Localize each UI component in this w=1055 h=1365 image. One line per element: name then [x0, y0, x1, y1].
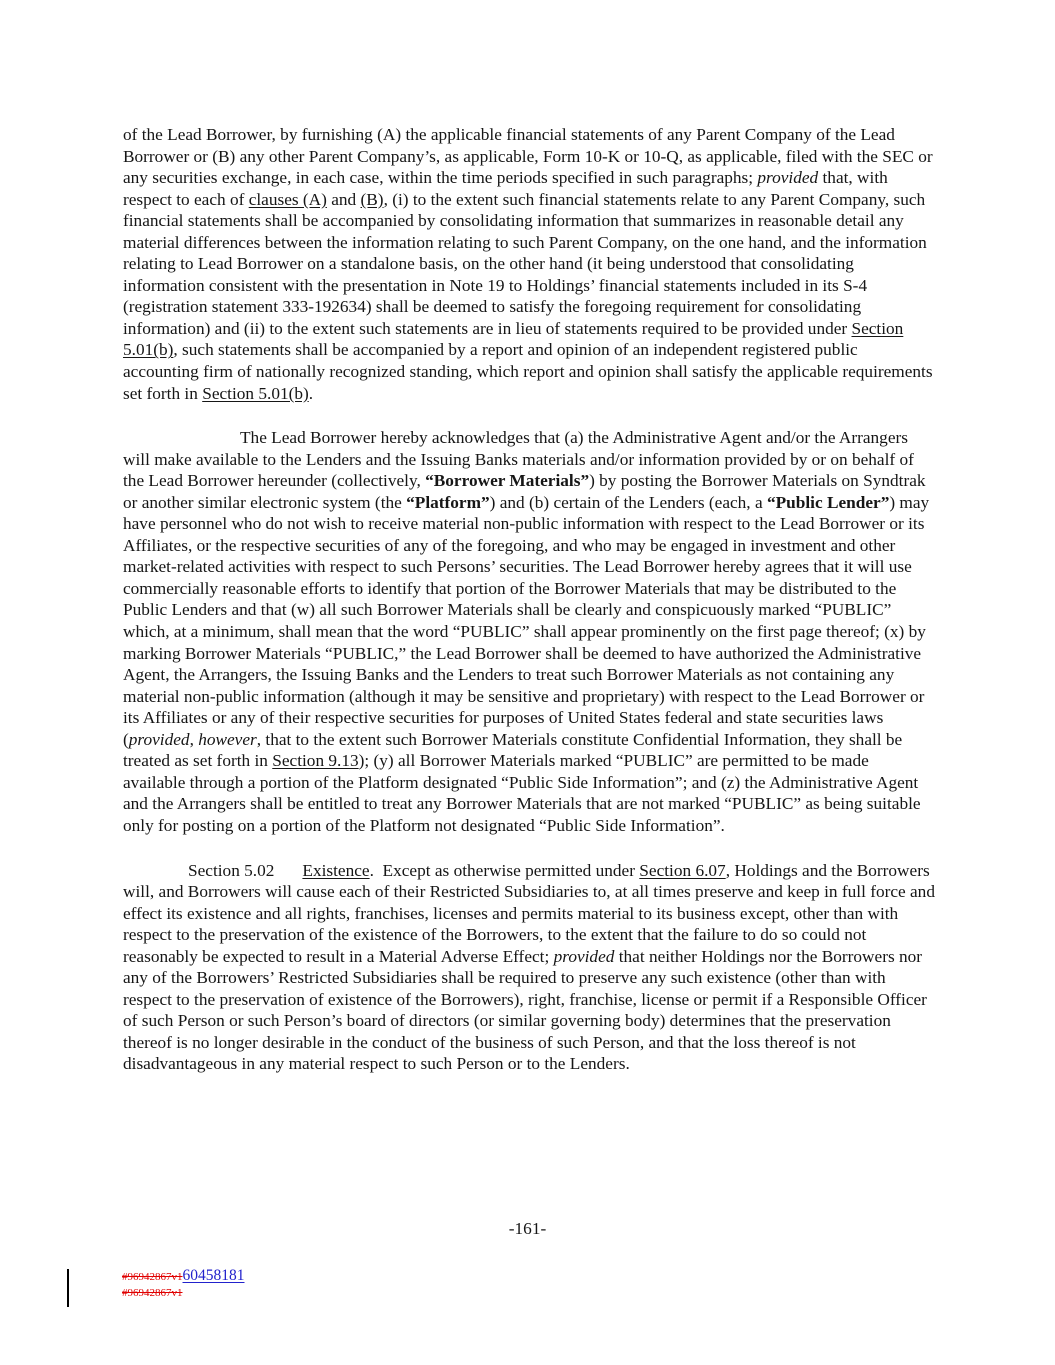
text-run: “Public Lender”	[766, 492, 890, 512]
text-run: , that to the extent such Borrower Materials constitute Confidential Information, they shall be treated as set forth in	[123, 729, 903, 771]
text-run: (B)	[360, 189, 384, 209]
text-run: provided	[128, 729, 190, 749]
text-run: “Platform”	[406, 492, 490, 512]
doc-id-line	[122, 1269, 245, 1285]
change-bar	[67, 1269, 69, 1307]
doc-id-footer	[122, 1269, 245, 1300]
body-paragraph-section-5-02	[123, 860, 935, 1075]
text-run: Existence	[302, 860, 370, 880]
text-run: ,	[189, 729, 199, 749]
text-run: . Except as otherwise permitted under	[369, 860, 640, 880]
text-run: ) by posting the Borrower Materials on Syndtrak or another similar electronic system (the	[123, 471, 926, 512]
text-run: ); (y) all Borrower Materials marked “PUBLIC” are permitted to be made available through a portion of the Platform designated “Public Side Information”; and (z) the Administrative Agent and the Arrangers shall be entitled to treat any Borrower Materials that are not marked “PUBLIC” as being suitable only for posting on a portion of the Platform not designated “Public Side Information”.	[123, 751, 921, 835]
body-paragraph	[123, 427, 935, 836]
text-run: however	[198, 729, 257, 749]
text-run: clauses (A)	[248, 189, 327, 209]
text-run: Section 5.02	[188, 860, 275, 880]
doc-id-line	[122, 1285, 245, 1301]
text-run: #96942867v1	[122, 1271, 183, 1283]
text-run: provided	[553, 946, 615, 966]
body-paragraph	[123, 124, 935, 404]
text-run: #96942867v1	[122, 1286, 183, 1299]
text-run: “Borrower Materials”	[425, 471, 590, 491]
text-run: ) may have personnel who do not wish to receive material non-public information with respect to the Lead Borrower or its Affiliates, or the respective securities of any of the foregoing, and who may be engaged in investment and other market-related activities with respect to such Persons’ securities. The Lead Borrower hereby agrees that it will use commercially reasonable efforts to identify that portion of the Borrower Materials that may be distributed to the Public Lenders and that (w) all such Borrower Materials shall be clearly and conspicuously marked “PUBLIC” which, at a minimum, shall mean that the word “PUBLIC” shall appear prominently on the first page thereof; (x) by marking Borrower Materials “PUBLIC,” the Lead Borrower shall be deemed to have authorized the Administrative Agent, the Arrangers, the Issuing Banks and the Lenders to treat such Borrower Materials as not containing any material non-public information (although it may be sensitive and proprietary) with respect to the Lead Borrower or its Affiliates or any of their respective securities for purposes of United States federal and state securities laws (	[123, 492, 930, 749]
text-run: that, with respect to each of	[123, 168, 888, 209]
text-run: 60458181	[182, 1267, 245, 1284]
text-run: ) and (b) certain of the Lenders (each, a	[489, 492, 767, 512]
text-run: The Lead Borrower hereby acknowledges that (a) the Administrative Agent and/or the Arrangers will make available to the Lenders and the Issuing Banks materials and/or information provided by or on behalf of the Lead Borrower hereunder (collectively,	[123, 428, 914, 491]
text-run: .	[308, 383, 314, 403]
text-run: , such statements shall be accompanied by a report and opinion of an independent registered public accounting firm of nationally recognized standing, which report and opinion shall satisfy the applicable requirements set forth in	[123, 340, 933, 403]
text-run: provided	[757, 168, 819, 188]
text-run: and	[326, 189, 361, 209]
text-run: , Holdings and the Borrowers will, and Borrowers will cause each of their Restricted Subsidiaries to, at all times preserve and keep in full force and effect its existence and all rights, franchises, licenses and permits material to its business except, other than with respect to the preservation of the existence of the Borrowers, to the extent that the failure to do so could not reasonably be expected to result in a Material Adverse Effect;	[123, 860, 935, 966]
body-text-block	[123, 124, 935, 1075]
page-number: -161-	[508, 1219, 547, 1238]
text-run: Section 5.01(b)	[202, 383, 309, 403]
text-run: , (i) to the extent such financial statements relate to any Parent Company, such financial statements shall be accompanied by consolidating information that summarizes in reasonable detail any material differences between the information relating to such Parent Company, on the one hand, and the information relating to Lead Borrower on a standalone basis, on the other hand (it being understood that consolidating information consistent with the presentation in Note 19 to Holdings’ financial statements included in its S-4 (registration statement 333-192634) shall be deemed to satisfy the foregoing requirement for consolidating information) and (ii) to the extent such statements are in lieu of statements required to be provided under	[123, 189, 927, 338]
text-run: Section 9.13	[272, 751, 359, 771]
text-run: of the Lead Borrower, by furnishing (A) the applicable financial statements of any Parent Company of the Lead Borrower or (B) any other Parent Company’s, as applicable, Form 10-K or 10-Q, as applicable, filed with the SEC or any securities exchange, in each case, within the time periods specified in such paragraphs;	[123, 125, 933, 188]
text-run: Section 6.07	[639, 860, 726, 880]
text-run: that neither Holdings nor the Borrowers nor any of the Borrowers’ Restricted Subsidiaries shall be required to preserve any such existence (other than with respect to the preservation of existence of the Borrowers), right, franchise, license or permit if a Responsible Officer of such Person or such Person’s board of directors (or similar governing body) determines that the preservation thereof is no longer desirable in the conduct of the business of such Person, and that the loss thereof is not disadvantageous in any material respect to such Person or to the Lenders.	[123, 946, 927, 1074]
text-run: Section 5.01(b)	[123, 318, 904, 360]
